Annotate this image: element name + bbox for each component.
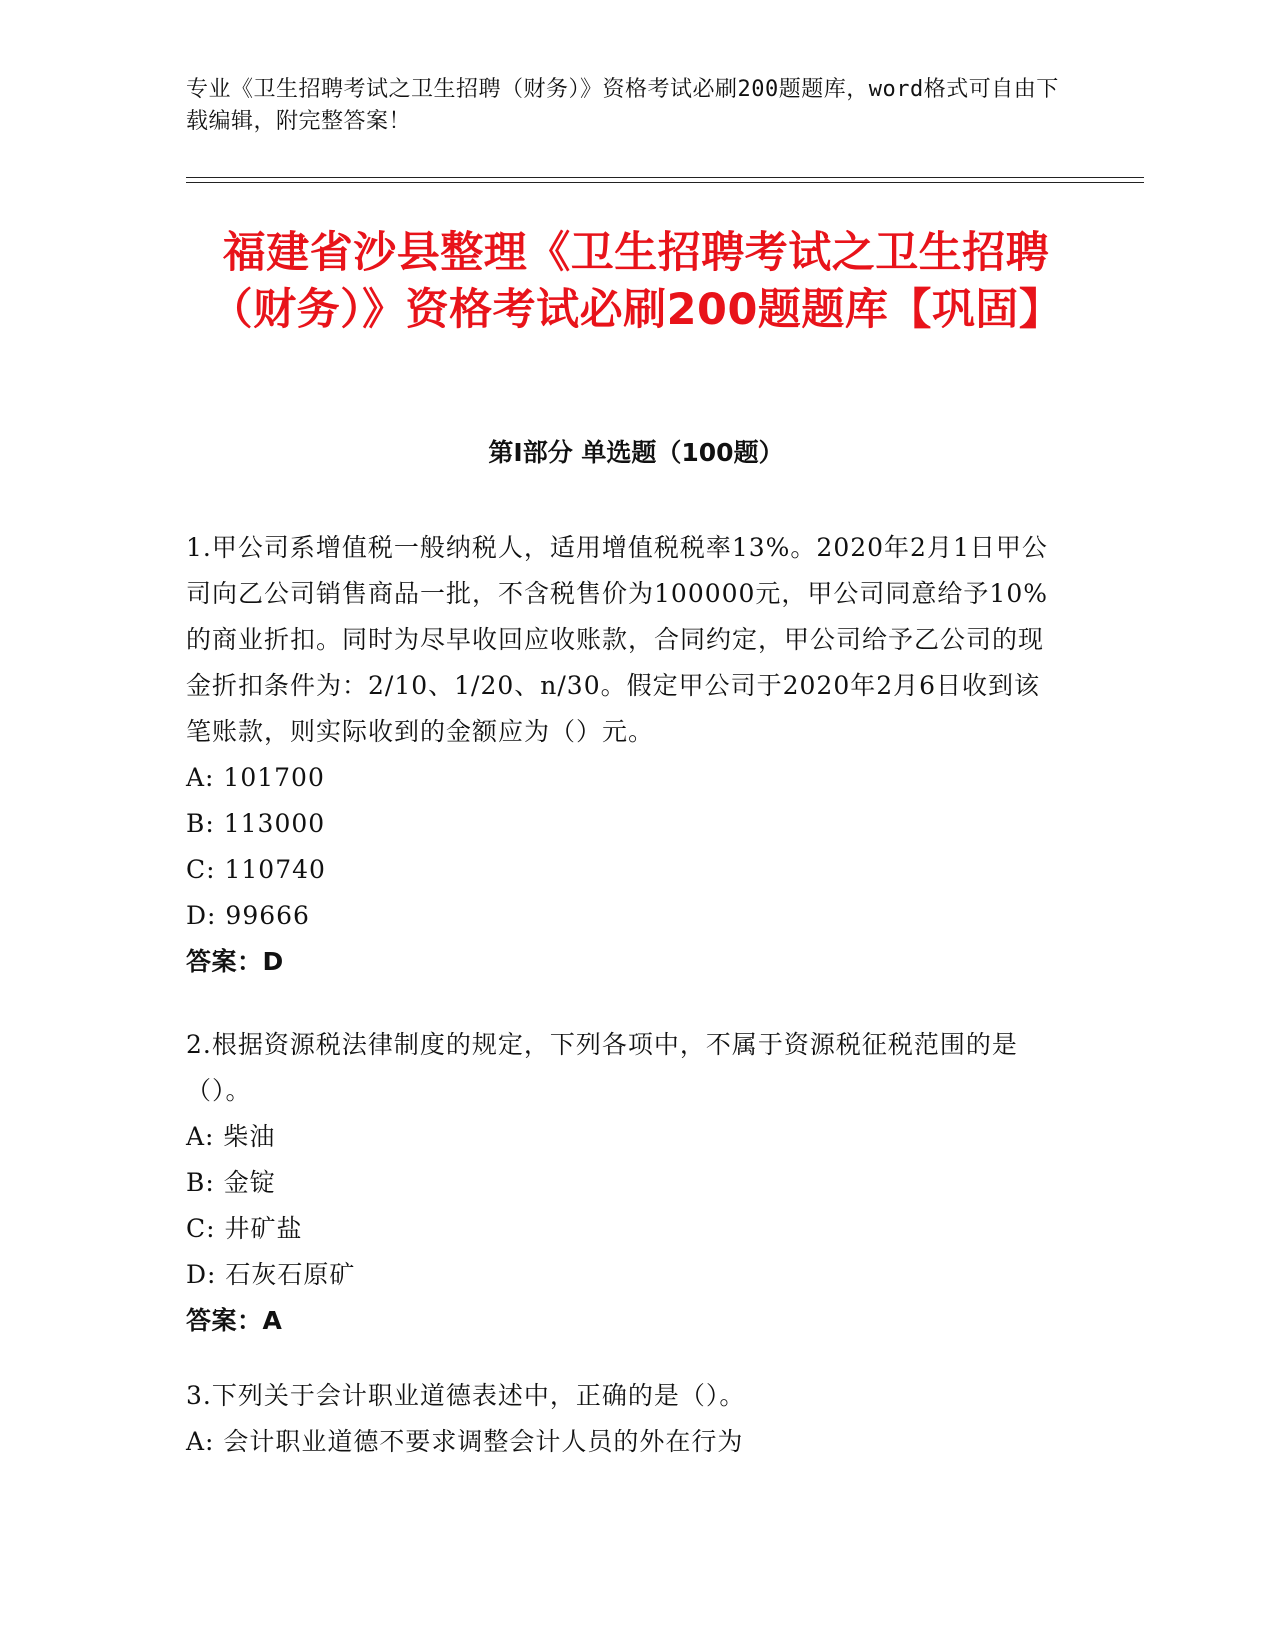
option-c: C: 井矿盐 <box>186 1214 303 1243</box>
option-b: B: 113000 <box>186 809 326 838</box>
question-3 <box>186 1373 1066 1465</box>
option-c: C: 110740 <box>186 855 326 884</box>
section-title: 第I部分 单选题（100题） <box>488 438 784 467</box>
option-a: A: 101700 <box>186 763 325 792</box>
header-divider-bottom <box>186 182 1144 183</box>
document-title: 福建省沙县整理《卫生招聘考试之卫生招聘（财务）》资格考试必刷200题题库【巩固】 <box>209 228 1063 335</box>
question-stem: 3.下列关于会计职业道德表述中，正确的是（）。 <box>186 1381 746 1410</box>
question-1 <box>186 525 1066 985</box>
answer: 答案：D <box>186 947 284 976</box>
option-d: D: 石灰石原矿 <box>186 1260 356 1289</box>
header-divider-top <box>186 177 1144 178</box>
intro-text: 专业《卫生招聘考试之卫生招聘（财务）》资格考试必刷200题题库，word格式可自由下载编辑，附完整答案！ <box>186 77 1059 134</box>
option-b: B: 金锭 <box>186 1168 276 1197</box>
option-a: A: 柴油 <box>186 1122 276 1151</box>
answer: 答案：A <box>186 1306 283 1335</box>
question-2 <box>186 1022 1066 1344</box>
option-a: A: 会计职业道德不要求调整会计人员的外在行为 <box>186 1427 744 1456</box>
question-stem: 1.甲公司系增值税一般纳税人，适用增值税税率13%。2020年2月1日甲公司向乙公司销售商品一批，不含税售价为100000元，甲公司同意给予10%的商业折扣。同时为尽早收回应收账款，合同约定，甲公司给予乙公司的现金折扣条件为：2/10、1/20、n/30。假定甲公司于2020年2月6日收到该笔账款，则实际收到的金额应为（）元。 <box>186 533 1049 746</box>
option-d: D: 99666 <box>186 901 310 930</box>
question-stem: 2.根据资源税法律制度的规定，下列各项中，不属于资源税征税范围的是（）。 <box>186 1030 1018 1105</box>
